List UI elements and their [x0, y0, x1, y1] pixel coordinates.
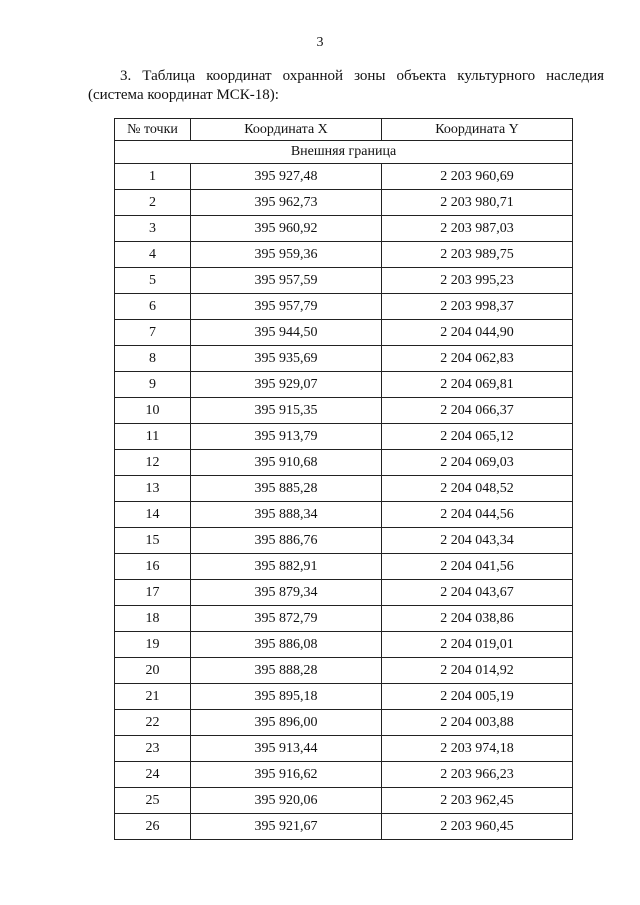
coordinate-y-cell: 2 204 044,90: [382, 320, 573, 346]
table-row: [115, 164, 573, 190]
point-number-cell: 10: [115, 398, 191, 424]
point-number-cell: 3: [115, 216, 191, 242]
coordinate-x-cell: 395 915,35: [191, 398, 382, 424]
point-number-cell: 26: [115, 814, 191, 840]
table-row: [115, 606, 573, 632]
table-row: [115, 320, 573, 346]
table-row: [115, 346, 573, 372]
point-number-cell: 8: [115, 346, 191, 372]
coordinate-x-cell: 395 888,28: [191, 658, 382, 684]
coordinate-x-cell: 395 886,76: [191, 528, 382, 554]
coordinate-x-cell: 395 895,18: [191, 684, 382, 710]
section-row: [115, 141, 573, 164]
coordinate-x-cell: 395 882,91: [191, 554, 382, 580]
coordinate-y-cell: 2 203 960,69: [382, 164, 573, 190]
point-number-cell: 4: [115, 242, 191, 268]
table-row: [115, 294, 573, 320]
coordinate-y-cell: 2 204 038,86: [382, 606, 573, 632]
coordinate-y-cell: 2 203 980,71: [382, 190, 573, 216]
table-row: [115, 268, 573, 294]
coordinate-x-cell: 395 957,59: [191, 268, 382, 294]
table-row: [115, 554, 573, 580]
coordinate-y-cell: 2 204 069,03: [382, 450, 573, 476]
coordinate-y-cell: 2 204 003,88: [382, 710, 573, 736]
point-number-cell: 16: [115, 554, 191, 580]
point-number-cell: 17: [115, 580, 191, 606]
table-row: [115, 762, 573, 788]
table-row: [115, 684, 573, 710]
coordinate-y-cell: 2 204 044,56: [382, 502, 573, 528]
header-coordinate-y: Координата Y: [382, 119, 573, 141]
coordinate-x-cell: 395 913,79: [191, 424, 382, 450]
coordinates-table: [114, 118, 573, 840]
table-row: [115, 632, 573, 658]
table-caption-line-2: (система координат МСК-18):: [88, 87, 279, 103]
table-row: [115, 424, 573, 450]
table-caption: [88, 67, 604, 105]
point-number-cell: 23: [115, 736, 191, 762]
coordinate-y-cell: 2 204 005,19: [382, 684, 573, 710]
table-row: [115, 398, 573, 424]
table-row: [115, 190, 573, 216]
coordinate-y-cell: 2 203 966,23: [382, 762, 573, 788]
coordinate-x-cell: 395 960,92: [191, 216, 382, 242]
coordinate-y-cell: 2 203 989,75: [382, 242, 573, 268]
table-body: [115, 141, 573, 840]
coordinate-y-cell: 2 204 065,12: [382, 424, 573, 450]
point-number-cell: 6: [115, 294, 191, 320]
coordinate-y-cell: 2 203 995,23: [382, 268, 573, 294]
point-number-cell: 15: [115, 528, 191, 554]
coordinate-x-cell: 395 910,68: [191, 450, 382, 476]
point-number-cell: 1: [115, 164, 191, 190]
coordinate-x-cell: 395 888,34: [191, 502, 382, 528]
coordinate-x-cell: 395 920,06: [191, 788, 382, 814]
coordinate-x-cell: 395 929,07: [191, 372, 382, 398]
header-coordinate-x: Координата X: [191, 119, 382, 141]
coordinate-y-cell: 2 203 987,03: [382, 216, 573, 242]
point-number-cell: 22: [115, 710, 191, 736]
table-row: [115, 372, 573, 398]
coordinate-x-cell: 395 944,50: [191, 320, 382, 346]
coordinate-y-cell: 2 204 069,81: [382, 372, 573, 398]
coordinate-y-cell: 2 203 974,18: [382, 736, 573, 762]
coordinate-x-cell: 395 879,34: [191, 580, 382, 606]
coordinate-y-cell: 2 203 998,37: [382, 294, 573, 320]
coordinate-x-cell: 395 927,48: [191, 164, 382, 190]
table-row: [115, 814, 573, 840]
point-number-cell: 18: [115, 606, 191, 632]
point-number-cell: 24: [115, 762, 191, 788]
coordinate-y-cell: 2 204 066,37: [382, 398, 573, 424]
table-row: [115, 580, 573, 606]
coordinate-x-cell: 395 959,36: [191, 242, 382, 268]
coordinate-x-cell: 395 916,62: [191, 762, 382, 788]
table-row: [115, 736, 573, 762]
coordinate-y-cell: 2 204 062,83: [382, 346, 573, 372]
point-number-cell: 21: [115, 684, 191, 710]
coordinate-x-cell: 395 913,44: [191, 736, 382, 762]
coordinate-y-cell: 2 204 019,01: [382, 632, 573, 658]
coordinate-x-cell: 395 935,69: [191, 346, 382, 372]
point-number-cell: 20: [115, 658, 191, 684]
point-number-cell: 11: [115, 424, 191, 450]
coordinate-y-cell: 2 204 048,52: [382, 476, 573, 502]
point-number-cell: 19: [115, 632, 191, 658]
point-number-cell: 14: [115, 502, 191, 528]
table-caption-line-1: 3. Таблица координат охранной зоны объекта культурного наследия: [120, 68, 604, 84]
coordinate-x-cell: 395 921,67: [191, 814, 382, 840]
point-number-cell: 25: [115, 788, 191, 814]
point-number-cell: 12: [115, 450, 191, 476]
coordinate-x-cell: 395 872,79: [191, 606, 382, 632]
table-row: [115, 788, 573, 814]
point-number-cell: 13: [115, 476, 191, 502]
coordinate-x-cell: 395 885,28: [191, 476, 382, 502]
table-row: [115, 710, 573, 736]
point-number-cell: 5: [115, 268, 191, 294]
coordinate-y-cell: 2 203 962,45: [382, 788, 573, 814]
coordinate-y-cell: 2 204 043,67: [382, 580, 573, 606]
header-point-number: № точки: [115, 119, 191, 141]
coordinate-x-cell: 395 957,79: [191, 294, 382, 320]
coordinate-x-cell: 395 896,00: [191, 710, 382, 736]
table-row: [115, 528, 573, 554]
page-number: 3: [316, 35, 324, 50]
table-row: [115, 450, 573, 476]
coordinate-x-cell: 395 886,08: [191, 632, 382, 658]
table-row: [115, 476, 573, 502]
coordinate-x-cell: 395 962,73: [191, 190, 382, 216]
table-header-row: [115, 119, 573, 141]
table-row: [115, 242, 573, 268]
table-row: [115, 216, 573, 242]
coordinate-y-cell: 2 203 960,45: [382, 814, 573, 840]
coordinate-y-cell: 2 204 043,34: [382, 528, 573, 554]
point-number-cell: 7: [115, 320, 191, 346]
coordinate-y-cell: 2 204 014,92: [382, 658, 573, 684]
section-title-outer-boundary: Внешняя граница: [115, 141, 573, 164]
table-row: [115, 502, 573, 528]
table-row: [115, 658, 573, 684]
coordinate-y-cell: 2 204 041,56: [382, 554, 573, 580]
point-number-cell: 9: [115, 372, 191, 398]
point-number-cell: 2: [115, 190, 191, 216]
